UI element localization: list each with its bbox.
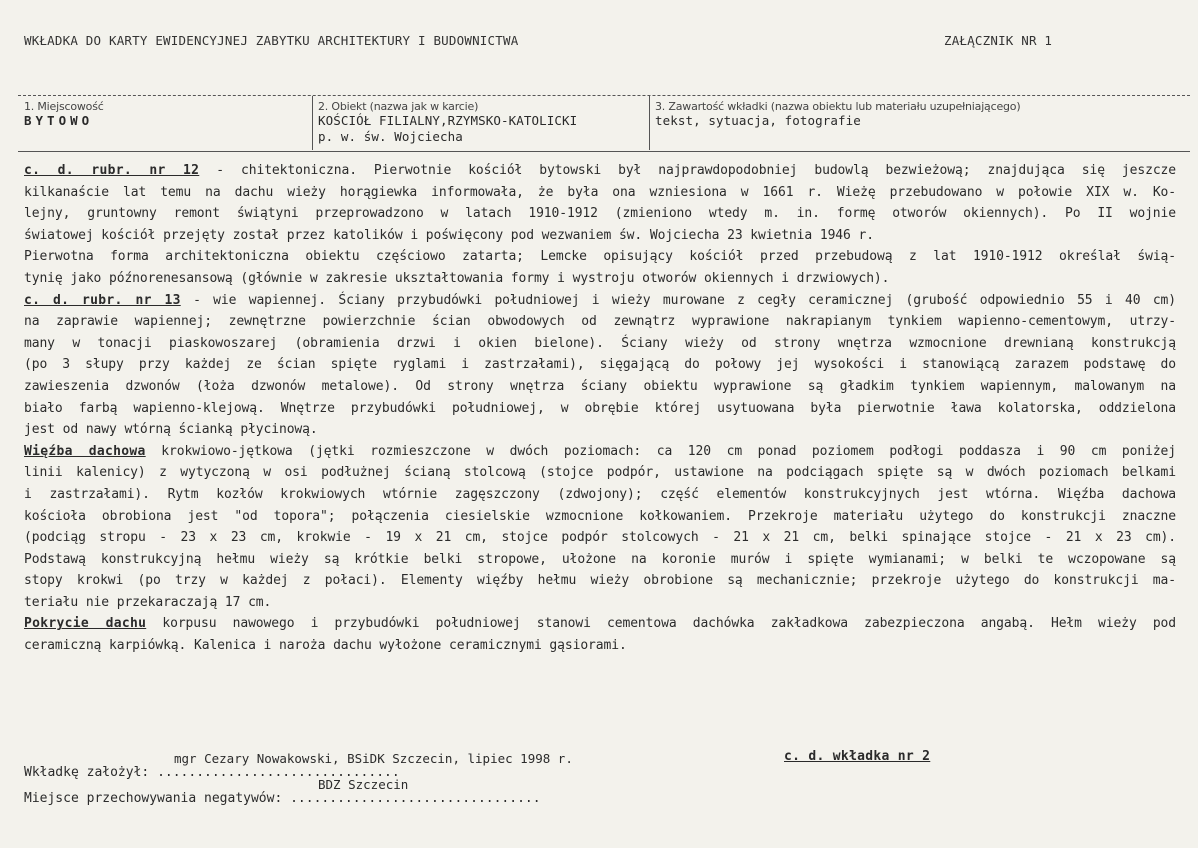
field-contents-label: 3. Zawartość wkładki (nazwa obiektu lub materiału uzupełniającego) [655, 100, 1021, 113]
text-line: c. d. rubr. nr 12 - chitektoniczna. Pierwotnie kościół bytowski był najprawdopodobniej budowlą bezwieżową; znajdująca się jeszcze [24, 163, 1177, 178]
negatives-label: Miejsce przechowywania negatywów: [24, 791, 283, 806]
negatives-row [24, 791, 541, 806]
text-line: (po 3 słupy przy każdej ze ścian spięte ryglami i zastrzałami), sięgającą do połowy jej wysokości i stanowiącą zarazem podstawę do [24, 357, 1176, 373]
negatives-dots: ................................ [290, 791, 541, 806]
field-location-label: 1. Miejscowość [24, 100, 104, 113]
text-line: c. d. rubr. nr 13 - wie wapiennej. Ściany przybudówki południowej i wieży murowane z cegły ceramicznej (grubość odpowiednio 55 i 40 cm) [24, 292, 1176, 308]
section-heading-roof-truss: Więźba dachowa [24, 443, 146, 459]
field-object-label: 2. Obiekt (nazwa jak w karcie) [318, 100, 479, 113]
text-line: Pokrycie dachu korpusu nawowego i przybudówki południowej stanowi cementowa dachówka zakładkowa zabezpieczona angabą. Hełm wieży pod [24, 616, 1177, 632]
section-heading-roofing: Pokrycie dachu [24, 616, 147, 632]
field-object-value-2: p. w. św. Wojciecha [318, 129, 463, 144]
field-divider [649, 96, 650, 150]
text-line: kilkanaście lat temu na dachu wieży horągiewka informowała, że była ona wzniesiona w 1661 r. Wieżę przebudowano w połowie XIX w. Ko- [24, 184, 1176, 200]
field-divider [312, 96, 313, 150]
text-line: stopy krokwi (po trzy w każdej z połaci). Elementy więźby hełmu wieży obrobione są mechanicznie; przekroje użytego do konstrukcji ma- [24, 573, 1176, 589]
text-line: Więźba dachowa krokwiowo-jętkowa (jętki rozmieszczone w dwóch poziomach: ca 120 cm ponad poziomem podłogi poddasza i 90 cm poniżej [24, 443, 1177, 459]
text-line: i zastrzałami). Rytm kozłów krokwiowych wtórnie zagęszczony (zdwojony); część elementów konstrukcyjnych jest wtórna. Więźba dachowa [24, 486, 1176, 502]
field-contents-value: tekst, sytuacja, fotografie [655, 113, 861, 128]
author-label: Wkładkę założył: [24, 765, 150, 780]
text-line: many w tonacji piaskowoszarej (obramienia drzwi i okien bielone). Ściany wieży od strony wnętrza wzmocnione drewnianą konstrukcją [24, 335, 1176, 351]
field-object-value-1: KOŚCIÓŁ FILIALNY,RZYMSKO-KATOLICKI [318, 113, 578, 128]
text-line: jest od nawy wtórną ścianką płycinową. [24, 422, 318, 438]
text-line: linii kalenicy) z wytyczoną w osi podłużnej ścianą stolcową (stojce podpór, ustawione na podciągach spięte są w dwóch poziomach belkami [24, 465, 1176, 481]
field-location [24, 100, 104, 129]
text-line: zawieszenia dzwonów (łoża dzwonów metalowe). Od strony wnętrza ściany obiektu wyprawione są gładkim tynkiem wapiennym, malowanym na [24, 378, 1176, 394]
section-heading-rubr-13: c. d. rubr. nr 13 [24, 292, 181, 308]
document-title: WKŁADKA DO KARTY EWIDENCYJNEJ ZABYTKU ARCHITEKTURY I BUDOWNICTWA [24, 33, 519, 48]
field-contents [655, 100, 1020, 129]
body-text [24, 160, 1176, 657]
text-line: Podstawą konstrukcyjną hełmu wieży są krótkie belki stropowe, ułożone na koronie murów i spięte wymianami; w belki te wczopowane są [24, 551, 1176, 567]
text-line: tynię jako późnorenesansową (głównie w zakresie ukształtowania formy i wystroju otworów okiennych i drzwiowych). [24, 270, 890, 286]
author-value: mgr Cezary Nowakowski, BSiDK Szczecin, lipiec 1998 r. [174, 751, 573, 766]
text-line: na zaprawie wapiennej; zewnętrzne powierzchnie ścian obwodowych od zewnątrz wyprawione nakrapianym tynkiem wapienno-cementowym, utrzy- [24, 314, 1176, 330]
text-line: (podciąg stropu - 23 x 23 cm, krokwie - 19 x 21 cm, stojce podpór stolcowych - 21 x 21 cm, belki spinające stojce - 21 x 23 cm). [24, 530, 1176, 546]
continuation-note: c. d. wkładka nr 2 [784, 749, 931, 764]
field-object [318, 100, 577, 145]
text-line: Pierwotna forma architektoniczna obiektu częściowo zatarta; Lemcke opisujący kościół przed przebudową z lat 1910-1912 określał świą- [24, 249, 1176, 265]
text-line: ceramiczną karpiówką. Kalenica i naroża dachu wyłożone ceramicznymi gąsiorami. [24, 638, 627, 654]
author-dots: ............................... [157, 765, 400, 780]
text-line: lejny, gruntowny remont świątyni przeprowadzono w latach 1910-1912 (zmieniono wtedy m. in. formę otworów okiennych). Po II wojnie [24, 206, 1176, 222]
fields-bottom-rule [18, 151, 1190, 152]
attachment-number: ZAŁĄCZNIK NR 1 [944, 33, 1053, 48]
text-line: światowej kościół przejęty został przez katolików i poświęcony pod wezwaniem św. Wojciecha 23 kwietnia 1946 r. [24, 227, 874, 243]
text-line: kościoła obrobiona jest "od topora"; połączenia ciesielskie wzmocnione kołkowaniem. Przekroje materiału użytego do konstrukcji znaczne [24, 508, 1176, 524]
top-rule [18, 95, 1190, 96]
negatives-value: BDZ Szczecin [318, 777, 409, 792]
text-line: teriału nie przekaraczają 17 cm. [24, 594, 272, 610]
text-line: biało farbą wapienno-klejową. Wnętrze przybudówki południowej, w obrębie której usytuowana była pierwotnie ława kolatorska, oddzielona [24, 400, 1176, 416]
section-heading-rubr-12: c. d. rubr. nr 12 [24, 163, 200, 178]
field-location-value: BYTOWO [24, 113, 94, 128]
